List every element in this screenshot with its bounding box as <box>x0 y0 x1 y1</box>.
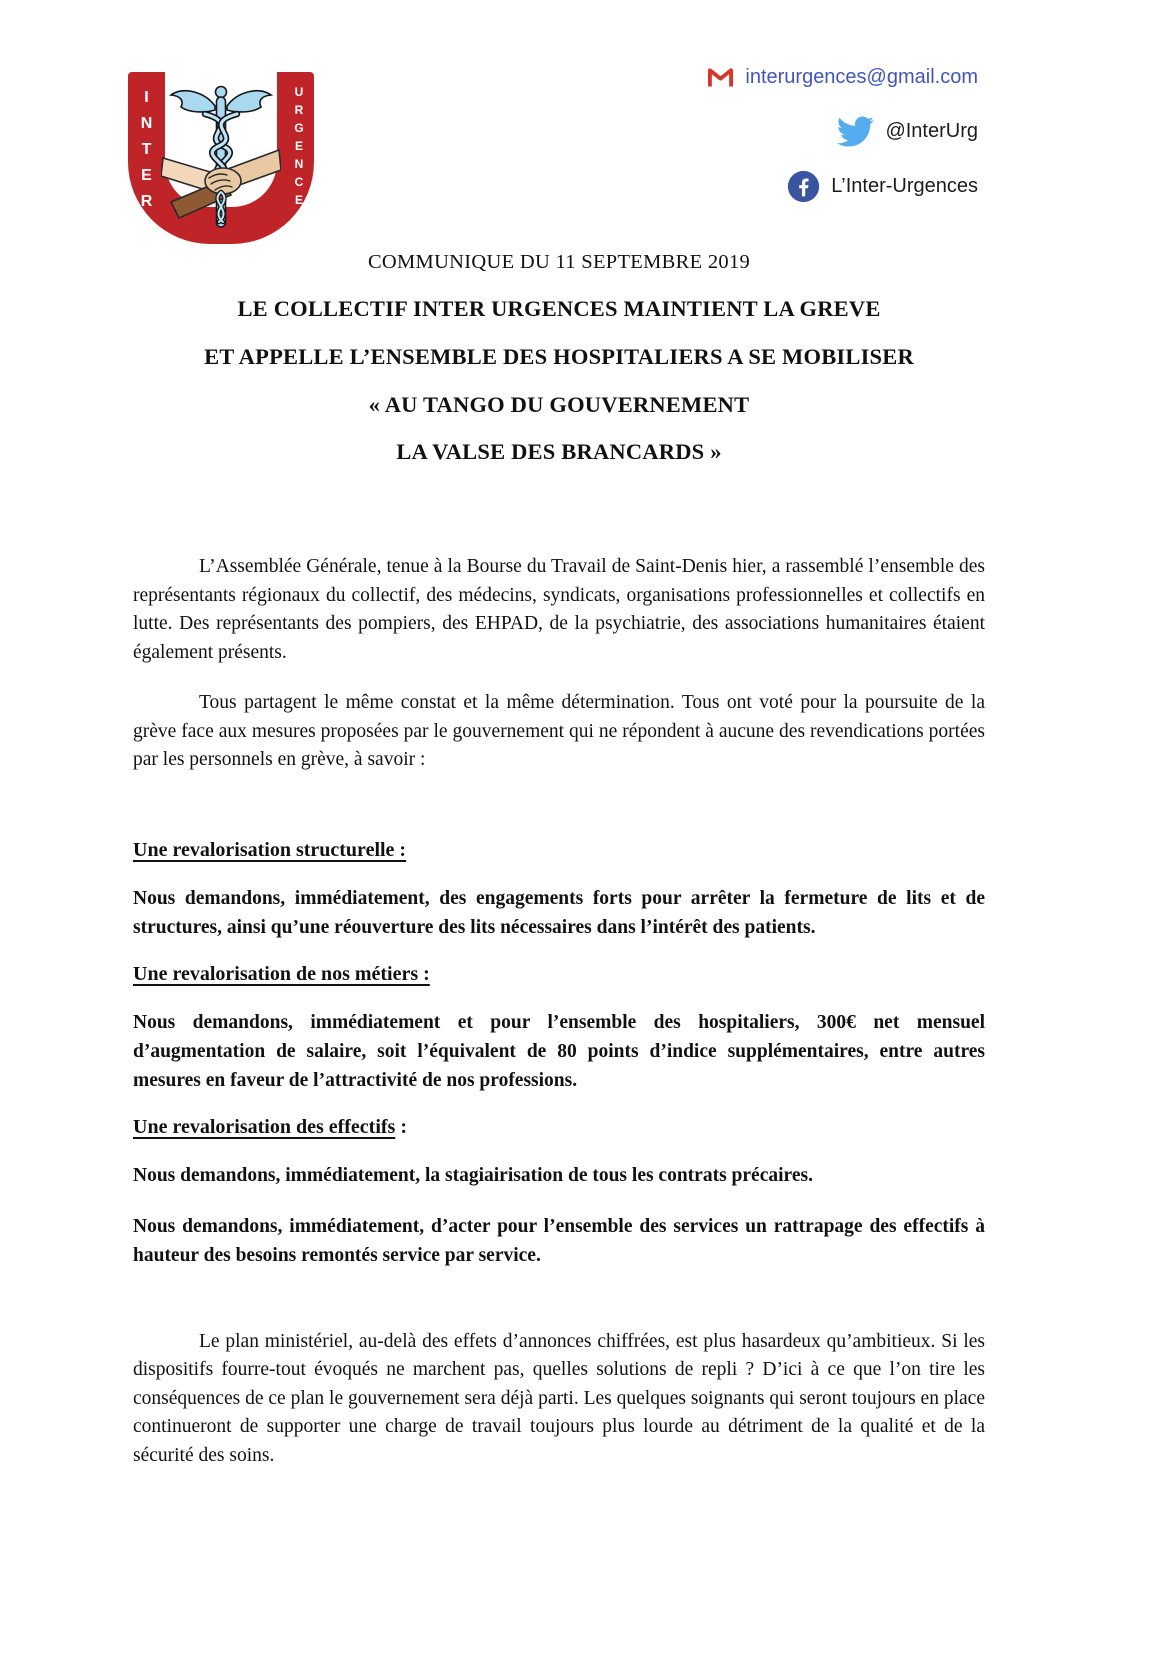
logo-text-urgences: URGENCES <box>292 85 306 229</box>
section-heading-revalorisation-effectifs <box>133 1116 985 1139</box>
logo-text-inter: INTER <box>138 89 155 219</box>
facebook-page-name: L’Inter-Urgences <box>831 175 978 197</box>
demand-paragraph-salaire: Nous demandons, immédiatement et pour l’ensemble des hospitaliers, 300€ net mensuel d’augmentation de salaire, soit l’équivalent de 80 points d’indice supplémentaires, entre autres mesures en faveur de l’attractivité de nos professions. <box>133 1011 985 1091</box>
headline-line-1: LE COLLECTIF INTER URGENCES MAINTIENT LA GREVE <box>237 296 881 321</box>
section-heading-text: Une revalorisation des effectifs <box>133 1115 396 1138</box>
demand-paragraph-structurelle: Nous demandons, immédiatement, des engagements forts pour arrêter la fermeture de lits et de structures, ainsi qu’une réouverture des lits nécessaires dans l’intérêt des patients. <box>133 887 985 938</box>
section-heading-revalorisation-structurelle <box>133 839 985 862</box>
section-heading-text: Une revalorisation structurelle : <box>133 838 407 861</box>
section-heading-text: Une revalorisation de nos métiers : <box>133 962 430 985</box>
communique-date-line: COMMUNIQUE DU 11 SEPTEMBRE 2019 <box>367 251 751 273</box>
paragraph-assemblee-generale: L’Assemblée Générale, tenue à la Bourse du Travail de Saint-Denis hier, a rassemblé l’ensemble des représentants régionaux du collectif, des médecins, syndicats, organisations professionnelles et collectifs en lutte. Des représentants des pompiers, des EHPAD, de la psychiatrie, des associations humanitaires étaient également présents. <box>133 556 985 663</box>
section-heading-colon: : <box>395 1115 408 1138</box>
document-body <box>133 0 985 1470</box>
headline-line-4: LA VALSE DES BRANCARDS » <box>396 439 722 465</box>
section-heading-revalorisation-metiers <box>133 963 985 986</box>
headline-line-2: ET APPELLE L’ENSEMBLE DES HOSPITALIERS A SE MOBILISER <box>204 343 914 369</box>
demand-paragraph-stagiairisation: Nous demandons, immédiatement, la stagiairisation de tous les contrats précaires. <box>133 1164 813 1186</box>
email-link[interactable]: interurgences@gmail.com <box>745 66 978 88</box>
demand-paragraph-rattrapage-effectifs: Nous demandons, immédiatement, d’acter pour l’ensemble des services un rattrapage des effectifs à hauteur des besoins remontés service par service. <box>133 1215 985 1266</box>
paragraph-constat-determination: Tous partagent le même constat et la même détermination. Tous ont voté pour la poursuite de la grève face aux mesures proposées par le gouvernement qui ne répondent à aucune des revendications portées par les personnels en grève, à savoir : <box>133 692 985 770</box>
paragraph-plan-ministeriel: Le plan ministériel, au-delà des effets d’annonces chiffrées, est plus hasardeux qu’ambitieux. Si les dispositifs fourre-tout évoqués ne marchent pas, quelles solutions de repli ? D’ici à ce que l’on tire les conséquences de ce plan le gouvernement sera déjà parti. Les quelques soignants qui seront toujours en place continueront de supporter une charge de travail toujours plus lourde au détriment de la qualité et de la sécurité des soins. <box>133 1330 985 1466</box>
twitter-handle: @InterUrg <box>885 120 978 142</box>
headline-line-3: « AU TANGO DU GOUVERNEMENT <box>368 391 750 417</box>
